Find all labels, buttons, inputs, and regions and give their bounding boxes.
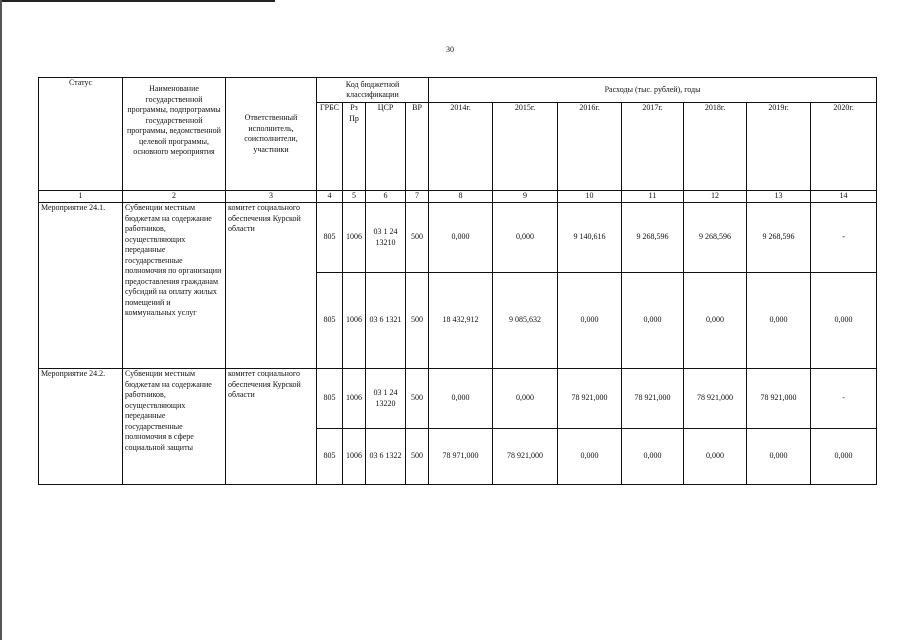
cell-value: 0,000: [429, 369, 493, 429]
column-number: 5: [343, 191, 366, 203]
table-row: [39, 369, 877, 429]
cell-value: 9 085,632: [493, 273, 558, 369]
header-year: 2019г.: [747, 103, 811, 191]
cell-value: 9 140,616: [558, 203, 622, 273]
cell-grbs: 805: [317, 369, 343, 429]
column-number: 2: [123, 191, 226, 203]
header-year: 2018г.: [684, 103, 747, 191]
header-responsible: Ответственный исполнитель, соисполнители, участники: [226, 78, 317, 191]
row-responsible: комитет социального обеспечения Курской области: [226, 369, 317, 485]
header-year: 2015г.: [493, 103, 558, 191]
column-number: 9: [493, 191, 558, 203]
cell-value: 0,000: [429, 203, 493, 273]
cell-value: 0,000: [622, 273, 684, 369]
cell-value: 78 921,000: [622, 369, 684, 429]
cell-value: 0,000: [493, 369, 558, 429]
cell-value: 0,000: [558, 273, 622, 369]
column-number: 1: [39, 191, 123, 203]
cell-value: 0,000: [558, 429, 622, 485]
row-responsible: комитет социального обеспечения Курской области: [226, 203, 317, 369]
header-year: 2017г.: [622, 103, 684, 191]
cell-value: 78 921,000: [747, 369, 811, 429]
cell-rzpr: 1006: [343, 369, 366, 429]
cell-value: 0,000: [684, 429, 747, 485]
cell-grbs: 805: [317, 203, 343, 273]
cell-value: 0,000: [684, 273, 747, 369]
header-status: Статус: [39, 78, 123, 191]
cell-value: 0,000: [811, 273, 877, 369]
cell-csr: 03 6 1321: [366, 273, 406, 369]
cell-value: 78 921,000: [493, 429, 558, 485]
column-number: 4: [317, 191, 343, 203]
row-status: Мероприятие 24.2.: [39, 369, 123, 485]
cell-value: 9 268,596: [622, 203, 684, 273]
cell-value: 78 921,000: [558, 369, 622, 429]
header-csr: ЦСР: [366, 103, 406, 191]
column-number: 7: [406, 191, 429, 203]
row-status: Мероприятие 24.1.: [39, 203, 123, 369]
cell-value: -: [811, 369, 877, 429]
column-number: 14: [811, 191, 877, 203]
cell-vr: 500: [406, 369, 429, 429]
cell-vr: 500: [406, 273, 429, 369]
cell-value: 78 971,000: [429, 429, 493, 485]
row-name: Субвенции местным бюджетам на содержание работников, осуществляющих переданные государственные полномочия по организации предоставления гражданам субсидий на оплату жилых помещений и коммунальных услуг: [123, 203, 226, 369]
header-rzpr: Рз Пр: [343, 103, 366, 191]
cell-value: 0,000: [493, 203, 558, 273]
cell-value: 0,000: [622, 429, 684, 485]
header-expenses: Расходы (тыс. рублей), годы: [429, 78, 877, 103]
header-grbs: ГРБС: [317, 103, 343, 191]
cell-value: 0,000: [747, 429, 811, 485]
column-number: 10: [558, 191, 622, 203]
cell-value: 9 268,596: [684, 203, 747, 273]
cell-value: -: [811, 203, 877, 273]
column-number: 8: [429, 191, 493, 203]
table-row: [39, 203, 877, 273]
scan-edge-top: [0, 0, 275, 2]
cell-value: 78 921,000: [684, 369, 747, 429]
cell-rzpr: 1006: [343, 429, 366, 485]
cell-vr: 500: [406, 429, 429, 485]
column-number: 12: [684, 191, 747, 203]
header-year: 2016г.: [558, 103, 622, 191]
column-number: 6: [366, 191, 406, 203]
cell-rzpr: 1006: [343, 273, 366, 369]
cell-rzpr: 1006: [343, 203, 366, 273]
row-name: Субвенции местным бюджетам на содержание работников, осуществляющих переданные государственные полномочия в сфере социальной защиты: [123, 369, 226, 485]
page-number: 30: [446, 45, 454, 54]
budget-table: [38, 77, 877, 485]
cell-csr: 03 1 24 13210: [366, 203, 406, 273]
cell-csr: 03 6 1322: [366, 429, 406, 485]
cell-value: 0,000: [811, 429, 877, 485]
header-budget-code: Код бюджетной классификации: [317, 78, 429, 103]
column-number: 13: [747, 191, 811, 203]
header-year: 2020г.: [811, 103, 877, 191]
header-name: Наименование государственной программы, подпрограммы государственной программы, ведомственной целевой программы, основного мероприятия: [123, 78, 226, 191]
header-vr: ВР: [406, 103, 429, 191]
cell-value: 0,000: [747, 273, 811, 369]
cell-value: 9 268,596: [747, 203, 811, 273]
cell-grbs: 805: [317, 273, 343, 369]
column-number: 11: [622, 191, 684, 203]
cell-vr: 500: [406, 203, 429, 273]
scan-edge-left: [0, 0, 2, 640]
header-year: 2014г.: [429, 103, 493, 191]
cell-value: 18 432,912: [429, 273, 493, 369]
cell-grbs: 805: [317, 429, 343, 485]
column-number: 3: [226, 191, 317, 203]
cell-csr: 03 1 24 13220: [366, 369, 406, 429]
